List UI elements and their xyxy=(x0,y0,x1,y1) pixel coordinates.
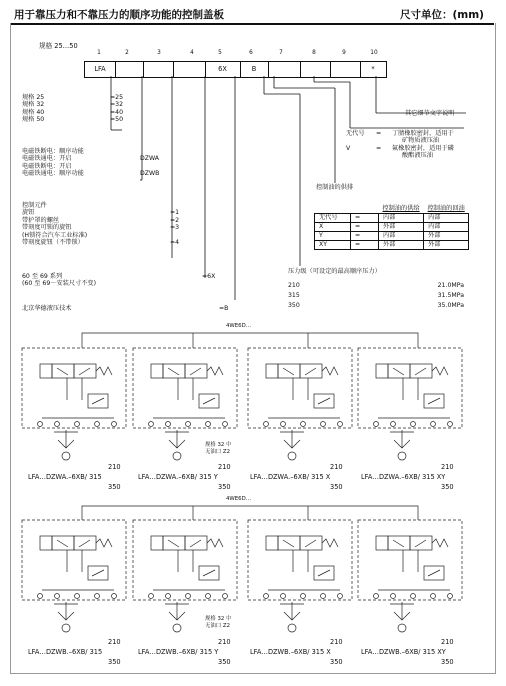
spring-symbol xyxy=(432,367,448,375)
size-row: 规格 32 =32 xyxy=(22,101,124,109)
port-circle xyxy=(321,422,326,427)
solenoid-box xyxy=(151,364,163,378)
port-circle xyxy=(149,422,154,427)
port-circle xyxy=(338,422,343,427)
solenoid-box xyxy=(376,536,388,550)
pressure-row: 350 35.0MPa xyxy=(288,302,464,309)
flow-arrow xyxy=(190,540,201,547)
cartridge-poppet xyxy=(284,430,300,448)
size-row: 规格 25 =25 xyxy=(22,94,124,101)
solenoid-box xyxy=(376,364,388,378)
main-port-circle xyxy=(288,452,296,460)
control-item: (H锁符合汽车工业标准) xyxy=(22,231,88,239)
port-circle xyxy=(75,594,80,599)
col-num: 2 xyxy=(125,50,129,56)
table-row: XY = 外部 外部 xyxy=(315,241,469,250)
col-num: 6 xyxy=(249,50,253,56)
connection-bus xyxy=(82,506,418,520)
port-circle xyxy=(411,594,416,599)
valve-option: 电磁铁通电：顺序功能 DZWB xyxy=(22,170,160,178)
flow-arrow xyxy=(305,540,316,547)
port-circle xyxy=(264,422,269,427)
flow-arrow xyxy=(393,368,404,375)
port-circle xyxy=(55,422,60,427)
size-row: 规格 50 =50 xyxy=(22,116,124,124)
relief-arrow xyxy=(92,398,104,404)
caption-top-2: 210 LFA…DZWA.–6XB/ 315 Y 350 xyxy=(138,463,231,491)
main-port-circle xyxy=(173,624,181,632)
solenoid-box xyxy=(266,364,278,378)
solenoid-box xyxy=(151,536,163,550)
port-circle xyxy=(149,594,154,599)
valve-position xyxy=(388,364,410,378)
control-item: 旋钮 =1 xyxy=(22,209,180,217)
table-row: X = 外部 内部 xyxy=(315,223,469,232)
port-circle xyxy=(75,422,80,427)
caption-top-1: 210 LFA…DZWA.–6XB/ 315 350 xyxy=(28,463,121,491)
pressure-row: 210 21.0MPa xyxy=(288,282,464,289)
seal-options: 无代号 = 丁腈橡胶密封，适用于 矿物质液压油 V = 氟橡胶密封，适用于磷 酸酯液压油 xyxy=(346,130,454,160)
caption-bottom-4: 210 LFA…DZWB.–6XB/ 315 XY 350 xyxy=(361,638,454,666)
maker-info: 北京华德液压技术 =B xyxy=(22,305,229,312)
flow-arrow xyxy=(57,368,68,375)
code-cell: 6X xyxy=(205,62,241,77)
flow-arrow xyxy=(168,540,179,547)
flow-arrow xyxy=(168,368,179,375)
unit-label: 尺寸单位：(mm) xyxy=(400,9,484,21)
port-note-bottom: 规格 32 中 无油口 Z2 xyxy=(205,616,232,629)
flow-arrow xyxy=(415,368,426,375)
port-circle xyxy=(112,594,117,599)
cartridge-poppet xyxy=(394,602,410,620)
relief-arrow xyxy=(203,570,215,576)
connection-bus xyxy=(82,333,418,348)
flow-arrow xyxy=(283,368,294,375)
relief-arrow xyxy=(428,570,440,576)
port-circle xyxy=(281,422,286,427)
port-circle xyxy=(95,422,100,427)
valve-option: 电磁铁断电：开启 xyxy=(22,162,72,170)
port-circle xyxy=(206,594,211,599)
main-port-circle xyxy=(398,452,406,460)
relief-arrow xyxy=(318,570,330,576)
caption-bottom-1: 210 LFA…DZWB.–6XB/ 315 350 xyxy=(28,638,121,666)
port-circle xyxy=(186,594,191,599)
port-circle xyxy=(448,594,453,599)
main-port-circle xyxy=(62,624,70,632)
port-circle xyxy=(391,422,396,427)
page-title: 用于靠压力和不靠压力的顺序功能的控制盖板 xyxy=(14,9,224,21)
col-num: 5 xyxy=(218,50,222,56)
control-title: 控制元件 xyxy=(22,202,47,209)
solenoid-box xyxy=(40,536,52,550)
series-code: =6X xyxy=(202,273,216,280)
caption-top-4: 210 LFA…DZWA.–6XB/ 315 XY 350 xyxy=(361,463,454,491)
cartridge-poppet xyxy=(169,430,185,448)
port-circle xyxy=(374,594,379,599)
valve-position xyxy=(52,364,74,378)
port-circle xyxy=(448,422,453,427)
spec-label: 规格 25…50 xyxy=(39,42,78,50)
col-num: 9 xyxy=(342,50,346,56)
main-port-circle xyxy=(398,624,406,632)
spring-symbol xyxy=(322,539,338,547)
port-circle xyxy=(281,594,286,599)
valve-position xyxy=(52,536,74,550)
relief-arrow xyxy=(203,398,215,404)
port-circle xyxy=(391,594,396,599)
cartridge-poppet xyxy=(58,430,74,448)
other-details-label: 其它细节文字说明 xyxy=(405,110,455,117)
solenoid-box xyxy=(266,536,278,550)
relief-arrow xyxy=(428,398,440,404)
valve-position xyxy=(163,364,185,378)
port-note-top: 规格 32 中 无油口 Z2 xyxy=(205,442,232,455)
main-port-circle xyxy=(62,452,70,460)
spring-symbol xyxy=(207,539,223,547)
pressure-label: 压力级（可设定的最高顺序压力） xyxy=(288,268,381,275)
schematic-outline xyxy=(358,520,462,600)
main-port-circle xyxy=(288,624,296,632)
port-circle xyxy=(411,422,416,427)
port-circle xyxy=(166,594,171,599)
spring-symbol xyxy=(432,539,448,547)
col-num: 7 xyxy=(279,50,283,56)
spring-symbol xyxy=(322,367,338,375)
port-circle xyxy=(186,422,191,427)
valve-position xyxy=(163,536,185,550)
port-circle xyxy=(95,594,100,599)
port-circle xyxy=(321,594,326,599)
spring-symbol xyxy=(96,539,112,547)
size-row: 规格 40 =40 xyxy=(22,108,124,116)
caption-bottom-3: 210 LFA…DZWB.–6XB/ 315 X 350 xyxy=(250,638,343,666)
code-cell: B xyxy=(240,62,269,77)
port-circle xyxy=(55,594,60,599)
control-item: 带刻度旋钮（不带锁） =4 xyxy=(22,239,180,247)
spring-symbol xyxy=(96,367,112,375)
valve-position xyxy=(278,536,300,550)
code-cell: * xyxy=(371,65,375,73)
code-cell: LFA xyxy=(85,62,116,77)
oil-supply-label: 控制油的供排 xyxy=(316,184,354,191)
schematic-outline xyxy=(133,520,237,600)
relief-arrow xyxy=(318,398,330,404)
series-info: 60 至 69 系列 (60 至 69－安装尺寸不变) =6X xyxy=(22,273,216,288)
schematic-outline xyxy=(133,348,237,428)
flow-arrow xyxy=(283,540,294,547)
main-port-circle xyxy=(173,452,181,460)
valve-option: 电磁铁通电：开启 DZWA xyxy=(22,155,160,163)
flow-arrow xyxy=(190,368,201,375)
port-circle xyxy=(431,422,436,427)
pressure-row: 315 31.5MPa xyxy=(288,292,464,299)
schematic-outline xyxy=(358,348,462,428)
flow-arrow xyxy=(393,540,404,547)
flow-arrow xyxy=(79,540,90,547)
valve-position xyxy=(388,536,410,550)
port-circle xyxy=(223,594,228,599)
schematic-outline xyxy=(248,520,352,600)
port-circle xyxy=(338,594,343,599)
port-circle xyxy=(38,594,43,599)
col-num: 1 xyxy=(97,50,101,56)
schematic-outline xyxy=(22,348,126,428)
valve-position xyxy=(278,364,300,378)
caption-bottom-2: 210 LFA…DZWB.–6XB/ 315 Y 350 xyxy=(138,638,231,666)
solenoid-box xyxy=(40,364,52,378)
flow-arrow xyxy=(415,540,426,547)
valve-option: 电磁铁断电：顺序功能 xyxy=(22,148,84,155)
control-item: 带刻度可锁的旋钮 =3 xyxy=(22,224,180,232)
table-row: Y = 内部 外部 xyxy=(315,232,469,241)
cartridge-poppet xyxy=(394,430,410,448)
flow-arrow xyxy=(79,368,90,375)
col-num: 4 xyxy=(190,50,194,56)
cartridge-poppet xyxy=(169,602,185,620)
schematic-outline xyxy=(248,348,352,428)
port-circle xyxy=(223,422,228,427)
valve-label-bottom: 4WE6D… xyxy=(226,496,252,502)
port-circle xyxy=(264,594,269,599)
spring-symbol xyxy=(207,367,223,375)
flow-arrow xyxy=(57,540,68,547)
cartridge-poppet xyxy=(284,602,300,620)
port-circle xyxy=(301,594,306,599)
caption-top-3: 210 LFA…DZWA.–6XB/ 315 X 350 xyxy=(250,463,343,491)
relief-arrow xyxy=(92,570,104,576)
schematic-outline xyxy=(22,520,126,600)
table-row: 无代号 = 内部 内部 xyxy=(315,214,469,223)
port-circle xyxy=(431,594,436,599)
col-num: 8 xyxy=(312,50,316,56)
port-circle xyxy=(38,422,43,427)
port-circle xyxy=(301,422,306,427)
port-circle xyxy=(112,422,117,427)
cartridge-poppet xyxy=(58,602,74,620)
port-circle xyxy=(374,422,379,427)
flow-arrow xyxy=(305,368,316,375)
table-header: 控制油的供给 控制油的回油 xyxy=(382,205,465,212)
valve-label-top: 4WE6D… xyxy=(226,323,252,329)
port-circle xyxy=(166,422,171,427)
col-num: 10 xyxy=(370,50,378,56)
port-circle xyxy=(206,422,211,427)
col-num: 3 xyxy=(157,50,161,56)
control-item: 带护罩的螺丝 =2 xyxy=(22,216,180,224)
